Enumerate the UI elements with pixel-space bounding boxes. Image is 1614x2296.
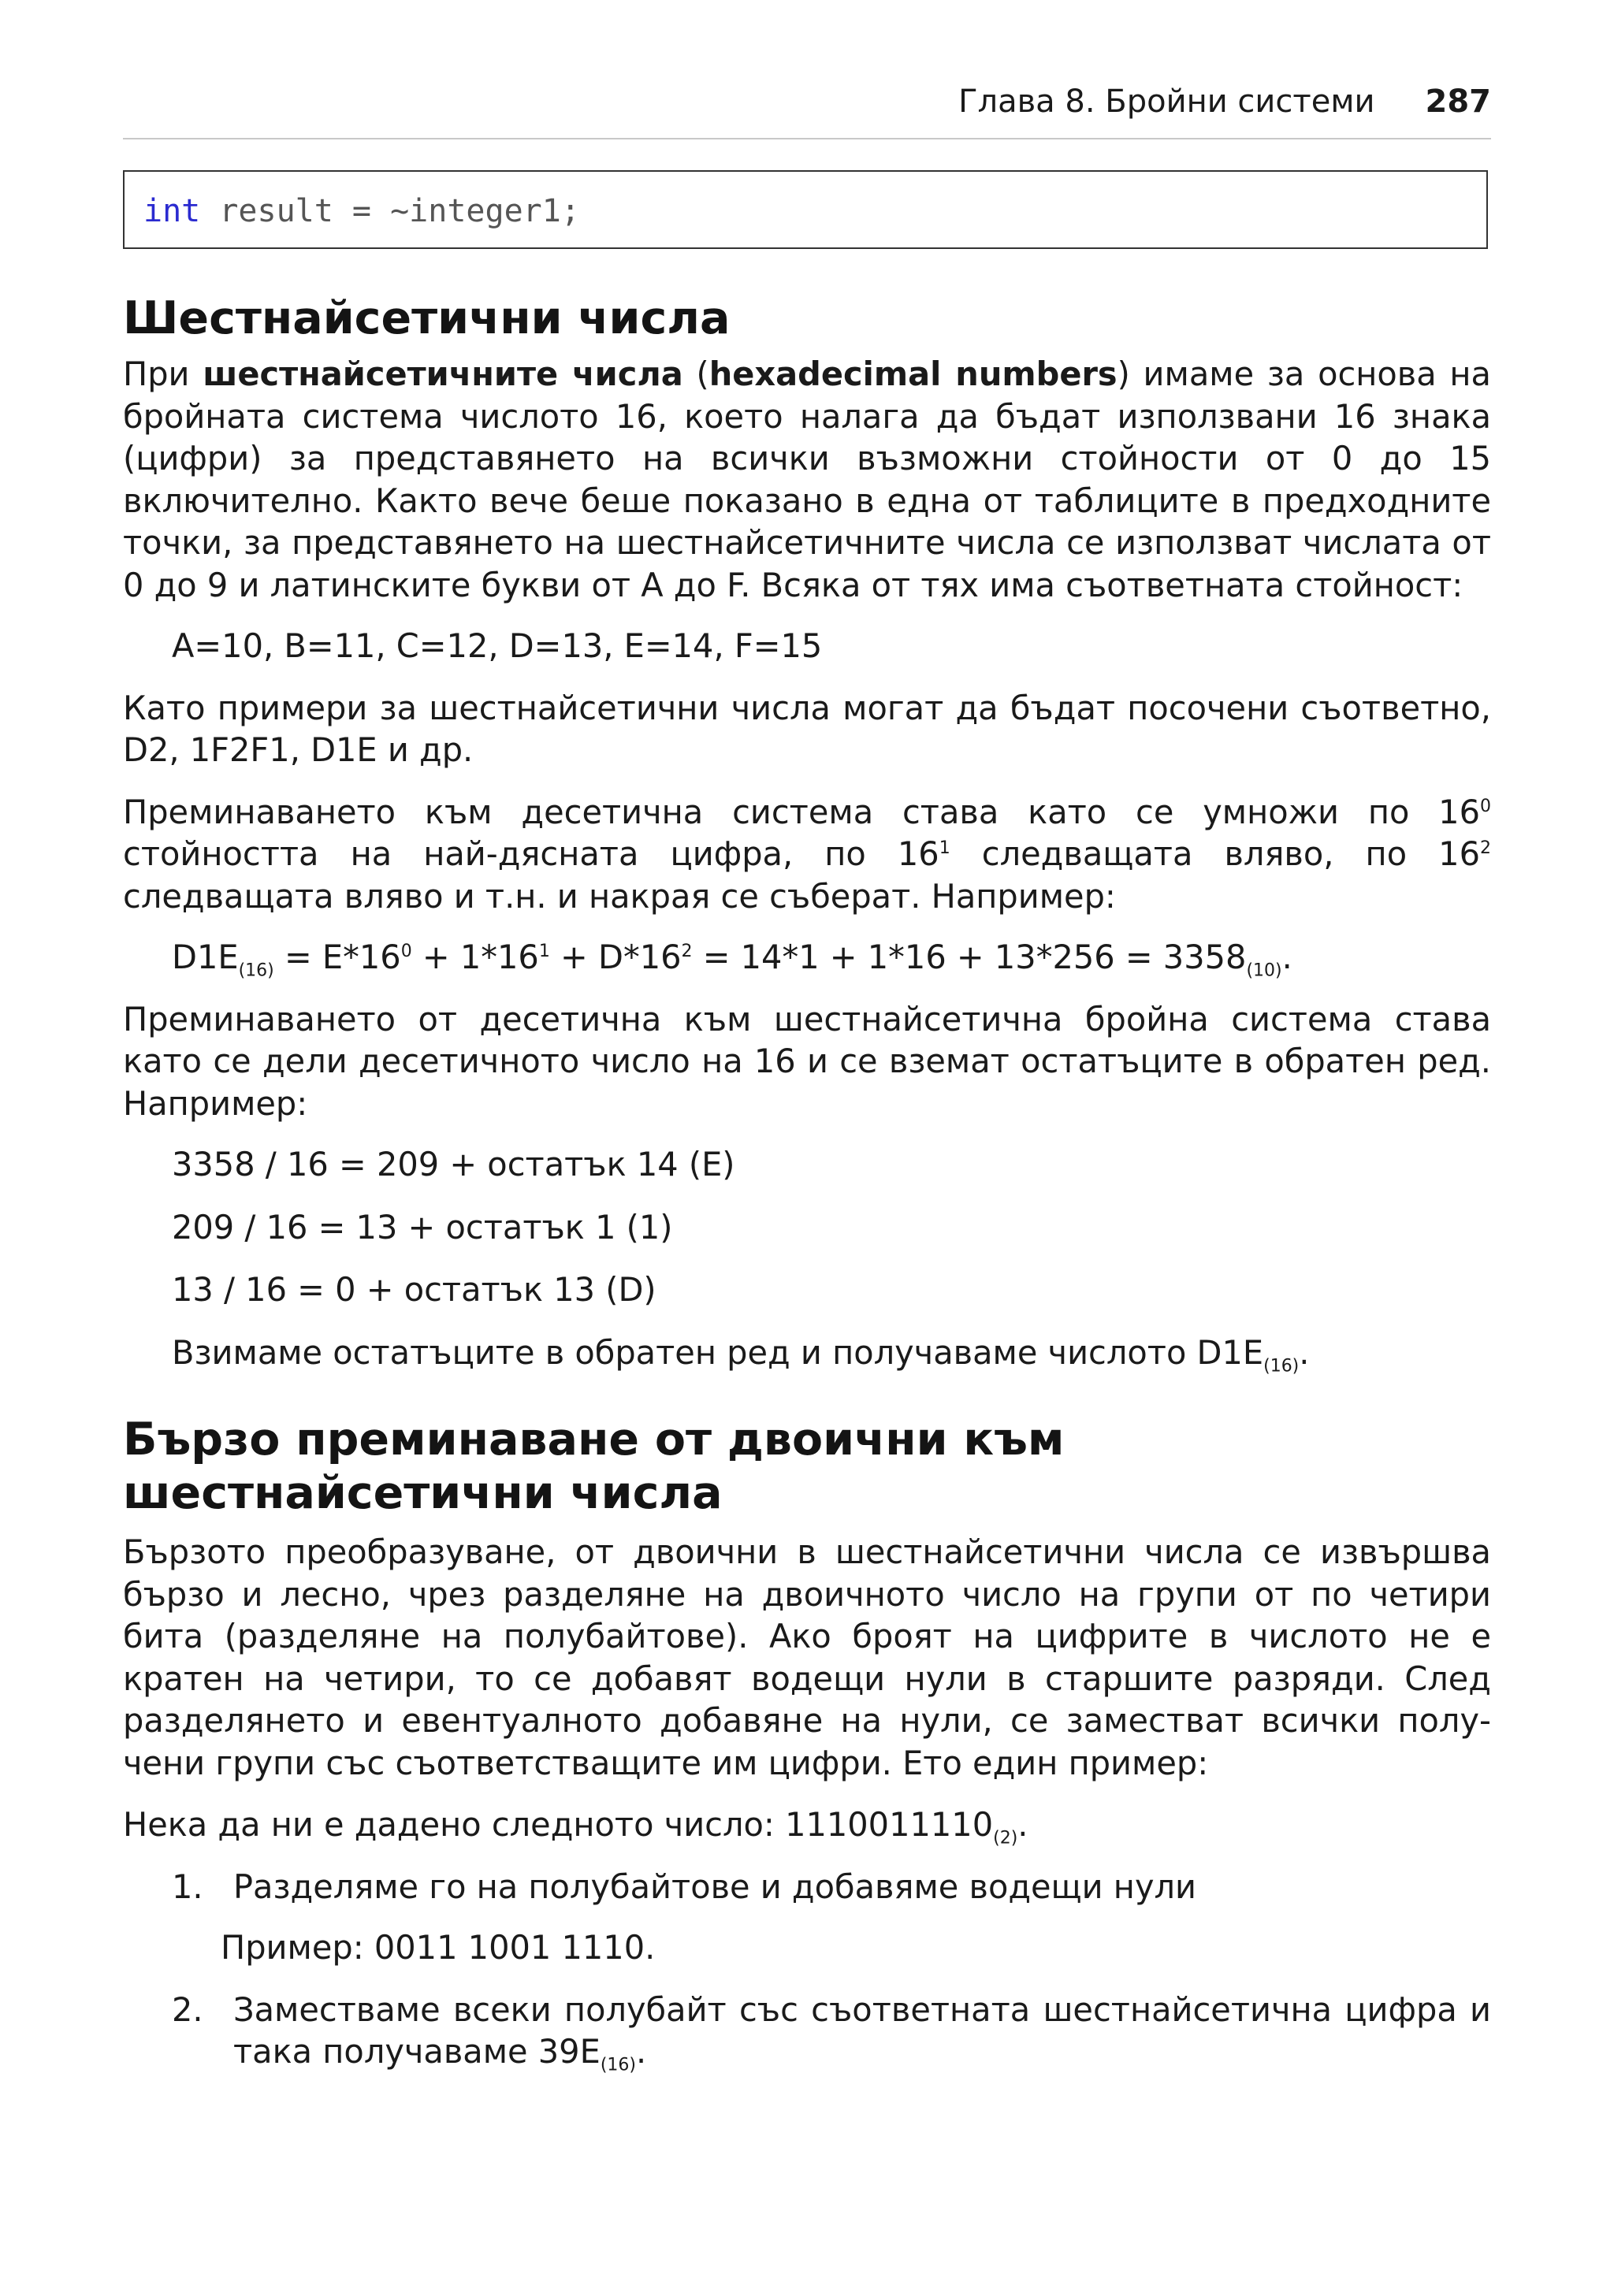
paragraph-hex-to-decimal: [123, 791, 1491, 918]
bold-term: шестнайсетичните числа: [203, 355, 683, 393]
text-run: следващата вляво, по 16: [950, 834, 1480, 873]
list-item: [123, 1989, 1491, 2073]
division-step: 13 / 16 = 0 + остатък 13 (D): [172, 1270, 656, 1309]
paragraph-hex-intro: [123, 353, 1491, 606]
text-run: D1E: [172, 938, 239, 976]
paragraph-hex-examples: Като примери за шестнайсетични числа могат да бъдат посочени съответно, D2, 1F2F1, D1E и др.: [123, 688, 1491, 769]
superscript: 2: [1480, 838, 1491, 859]
list-number: 2.: [172, 1989, 203, 2029]
page-number: 287: [1425, 84, 1491, 120]
text-run: При: [123, 355, 203, 393]
text-run: .: [1299, 1332, 1310, 1372]
text-run: + 1*16: [411, 938, 539, 976]
paragraph-decimal-to-hex: Преминаването от десетична към шестнайсетична бройна система става като се дели десетичното число на 16 и се вземат остатъците в обратен ред. Например:: [123, 999, 1491, 1123]
list-text: Заместваме всеки полубайт със съответната шестнайсетична цифра и така получаваме 39E: [233, 1989, 1491, 2071]
text-run: следващата вляво и т.н. и накрая се съберат. Например:: [123, 876, 1116, 916]
text-run: .: [1281, 938, 1292, 976]
text-run: стойността на най-дясната цифра, по 16: [123, 834, 939, 873]
list-number: 1.: [172, 1867, 203, 1906]
text-run: + D*16: [549, 938, 682, 976]
text-run: (: [682, 355, 709, 393]
text-run: Нека да ни е дадено следното число: 1110011110: [123, 1805, 994, 1844]
list-example: Пример: 0011 1001 1110.: [221, 1928, 656, 1967]
division-step: 3358 / 16 = 209 + остатък 14 (E): [172, 1145, 735, 1183]
section-heading-hexadecimal: Шестнайсетични числа: [123, 292, 731, 344]
division-result: [123, 1332, 1491, 1374]
section-heading-binary-to-hex: [123, 1413, 1491, 1520]
text-run: = 14*1 + 1*16 + 13*256 = 3358: [692, 938, 1247, 976]
chapter-title: Глава 8. Бройни системи: [958, 84, 1375, 120]
text-run: Преминаването към десетична система става като се умножи по 16: [123, 792, 1480, 831]
code-keyword: int: [143, 193, 201, 229]
superscript: 0: [1480, 796, 1491, 816]
bold-term-english: hexadecimal numbers: [708, 355, 1118, 393]
superscript: 2: [681, 942, 693, 962]
subscript: (16): [238, 960, 274, 981]
list-item: [123, 1866, 1491, 1908]
heading-line: шестнайсетични числа: [123, 1467, 723, 1519]
text-run: ) имаме за основа на бройната система числото 16, което налага да бъдат използвани 16 знака (цифри) за представянето на всички възможни стойности от 0 до 15 включително. Както вече беше показано в една от таблиците в предходните точки, за представянето на шестнайсетичните числа се използват числата от 0 до 9 и латинските букви от A до F. Всяка от тях има съответната стойност:: [123, 355, 1491, 604]
conversion-formula: [123, 936, 1491, 979]
division-step: 209 / 16 = 13 + остатък 1 (1): [172, 1207, 673, 1246]
heading-line: Бързо преминаване от двоични към: [123, 1414, 1065, 1466]
superscript: 1: [939, 838, 950, 859]
code-text: result = ~integer1;: [200, 193, 580, 229]
running-header: [958, 84, 1491, 120]
subscript: (16): [1263, 1355, 1300, 1376]
list-text: Разделяме го на полубайтове и добавяме водещи нули: [233, 1867, 1197, 1906]
subscript: (10): [1246, 960, 1282, 981]
superscript: 0: [400, 942, 412, 962]
content: [123, 292, 1491, 2073]
hex-values-line: A=10, B=11, C=12, D=13, E=14, F=15: [172, 626, 823, 665]
paragraph-binary-to-hex: Бързото преобразуване, от двоични в шестнайсетични числа се извършва бързо и лесно, чрез разделяне на двоичното число на групи от по четири бита (разделяне на полубайтове). Ако броят на цифрите в числото не е кратен на четири, то се добавят водещи нули в старшите разряди. След разделянето и евентуалното добавяне на нули, се заместват всички полу-чени групи със съответстващите им цифри. Ето един пример:: [123, 1533, 1491, 1782]
subscript: (16): [600, 2055, 636, 2075]
text-run: .: [1017, 1805, 1028, 1844]
code-block: [123, 170, 1488, 249]
list-text: .: [635, 2032, 647, 2071]
subscript: (2): [993, 1828, 1018, 1848]
text-run: = E*16: [273, 938, 401, 976]
paragraph-example-number: [123, 1804, 1491, 1846]
header-divider: [123, 138, 1491, 139]
text-run: Взимаме остатъците в обратен ред и получаваме числото D1E: [172, 1332, 1264, 1372]
superscript: 1: [538, 942, 550, 962]
